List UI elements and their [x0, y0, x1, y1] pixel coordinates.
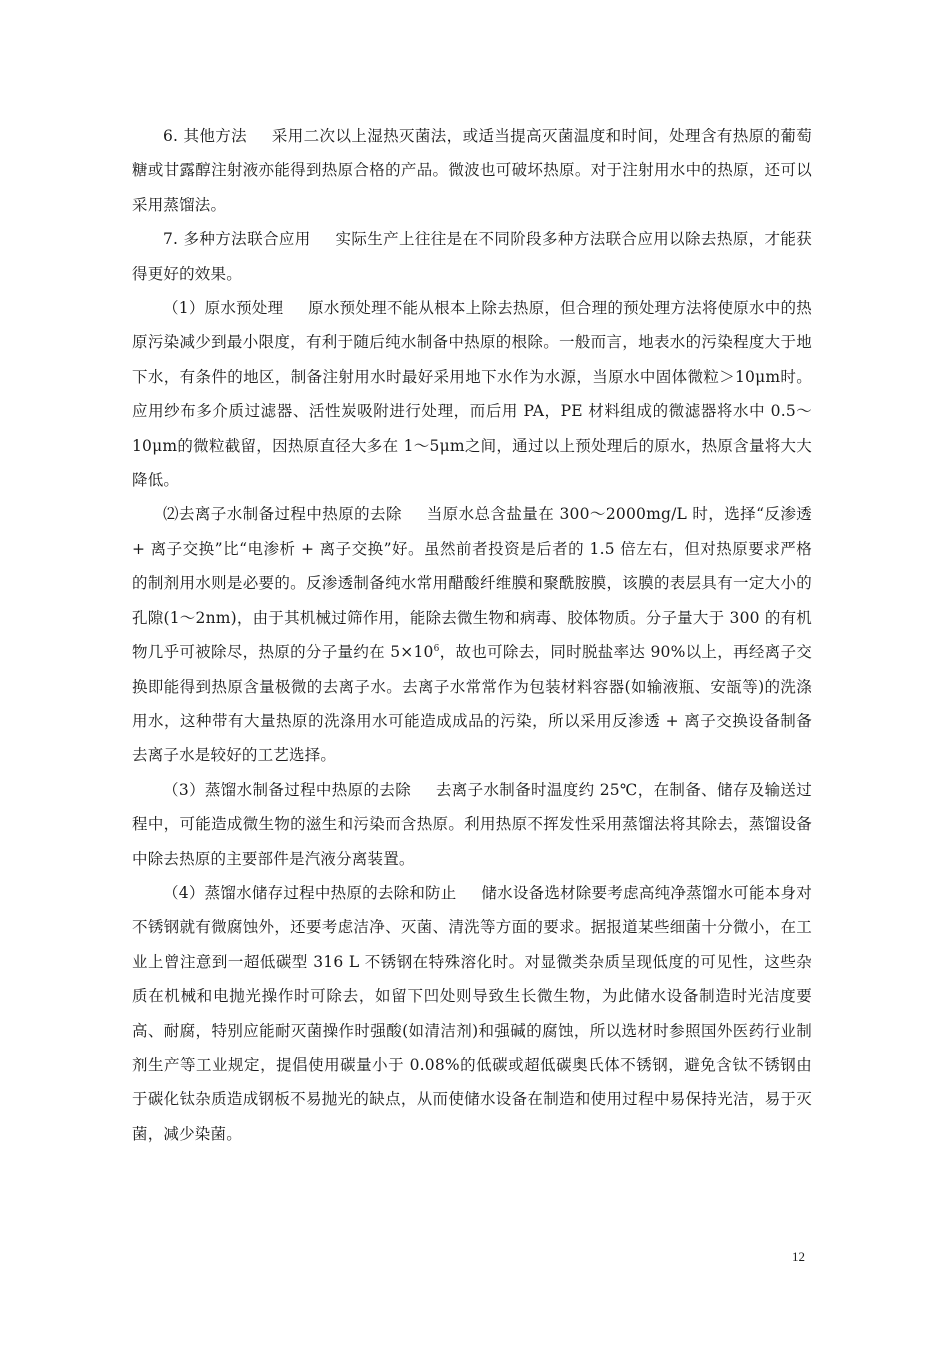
subsection-heading-3: （3）蒸馏水制备过程中热原的去除	[163, 780, 412, 799]
paragraph-text: 储水设备选材除要考虑高纯净蒸馏水可能本身对不锈钢就有微腐蚀外，还要考虑洁净、灭菌、清洗等方面的要求。据报道某些细菌十分微小，在工业上曾注意到一超低碳型 316 L 不锈钢在特殊溶化时。对显微类杂质呈现低度的可见性，这些杂质在机械和电抛光操作时可除去，如留下凹处则导致生长微生物，为此储水设备制造时光洁度要高、耐腐，特别应能耐灭菌操作时强酸(如清洁剂)和强碱的腐蚀，所以选材时参照国外医药行业制剂生产等工业规定，提倡使用碳量小于 0.08%的低碳或超低碳奥氏体不锈钢，避免含钛不锈钢由于碳化钛杂质造成钢板不易抛光的缺点，从而使储水设备在制造和使用过程中易保持光洁，易于灭菌，减少染菌。	[132, 883, 812, 1143]
paragraph-text: 实际生产上往往是在不同阶段多种方法联合应用以除去热原，才能获得更好的效果。	[132, 230, 812, 283]
paragraph-deionized-water	[132, 497, 812, 772]
section-heading-7: 7. 多种方法联合应用	[163, 230, 311, 249]
paragraph-text: 去离子水制备时温度约 25℃，在制备、储存及输送过程中，可能造成微生物的滋生和污染而含热原。利用热原不挥发性采用蒸馏法将其除去，蒸馏设备中除去热原的主要部件是汽液分离装置。	[132, 780, 812, 868]
page-number: 12	[792, 1249, 805, 1264]
paragraph-other-methods	[132, 119, 812, 222]
paragraph-text: 采用二次以上湿热灭菌法，或适当提高灭菌温度和时间，处理含有热原的葡萄糖或甘露醇注射液亦能得到热原合格的产品。微波也可破坏热原。对于注射用水中的热原，还可以采用蒸馏法。	[132, 127, 812, 214]
section-heading-6: 6. 其他方法	[163, 127, 248, 145]
exponent-superscript: 6	[433, 644, 440, 655]
paragraph-raw-water-pretreatment	[132, 291, 812, 497]
document-body	[132, 119, 812, 1151]
paragraph-distilled-water-prep	[132, 773, 812, 876]
subsection-heading-4: （4）蒸馏水储存过程中热原的去除和防止	[163, 883, 457, 902]
subsection-heading-1: （1）原水预处理	[163, 299, 284, 318]
paragraph-text: 当原水总含盐量在 300～2000mg/L 时，选择“反渗透 + 离子交换”比“电渗析 + 离子交换”好。虽然前者投资是后者的 1.5 倍左右，但对热原要求严格的制剂用水则是必要的。反渗透制备纯水常用醋酸纤维膜和聚酰胺膜，该膜的表层具有一定大小的孔隙(1～2nm)，由于其机械过筛作用，能除去微生物和病毒、胶体物质。分子量大于 300 的有机物几乎可被除尽，热原的分子量约在 5×10	[132, 505, 812, 662]
paragraph-text: ，故也可除去，同时脱盐率达 90%以上，再经离子交换即能得到热原含量极微的去离子水。去离子水常常作为包装材料容器(如输液瓶、安瓿等)的洗涤用水，这种带有大量热原的洗涤用水可能造成成品的污染，所以采用反渗透 + 离子交换设备制备去离子水是较好的工艺选择。	[132, 643, 812, 765]
subsection-heading-2: ⑵去离子水制备过程中热原的去除	[163, 505, 402, 524]
paragraph-text: 原水预处理不能从根本上除去热原，但合理的预处理方法将使原水中的热原污染减少到最小限度，有利于随后纯水制备中热原的根除。一般而言，地表水的污染程度大于地下水，有条件的地区，制备注射用水时最好采用地下水作为水源，当原水中固体微粒＞10μm时。应用纱布多介质过滤器、活性炭吸附进行处理，而后用 PA，PE 材料组成的微滤器将水中 0.5～10μm的微粒截留，因热原直径大多在 1～5μm之间，通过以上预处理后的原水，热原含量将大大降低。	[132, 299, 812, 490]
paragraph-distilled-water-storage	[132, 876, 812, 1151]
paragraph-combined-methods	[132, 222, 812, 291]
